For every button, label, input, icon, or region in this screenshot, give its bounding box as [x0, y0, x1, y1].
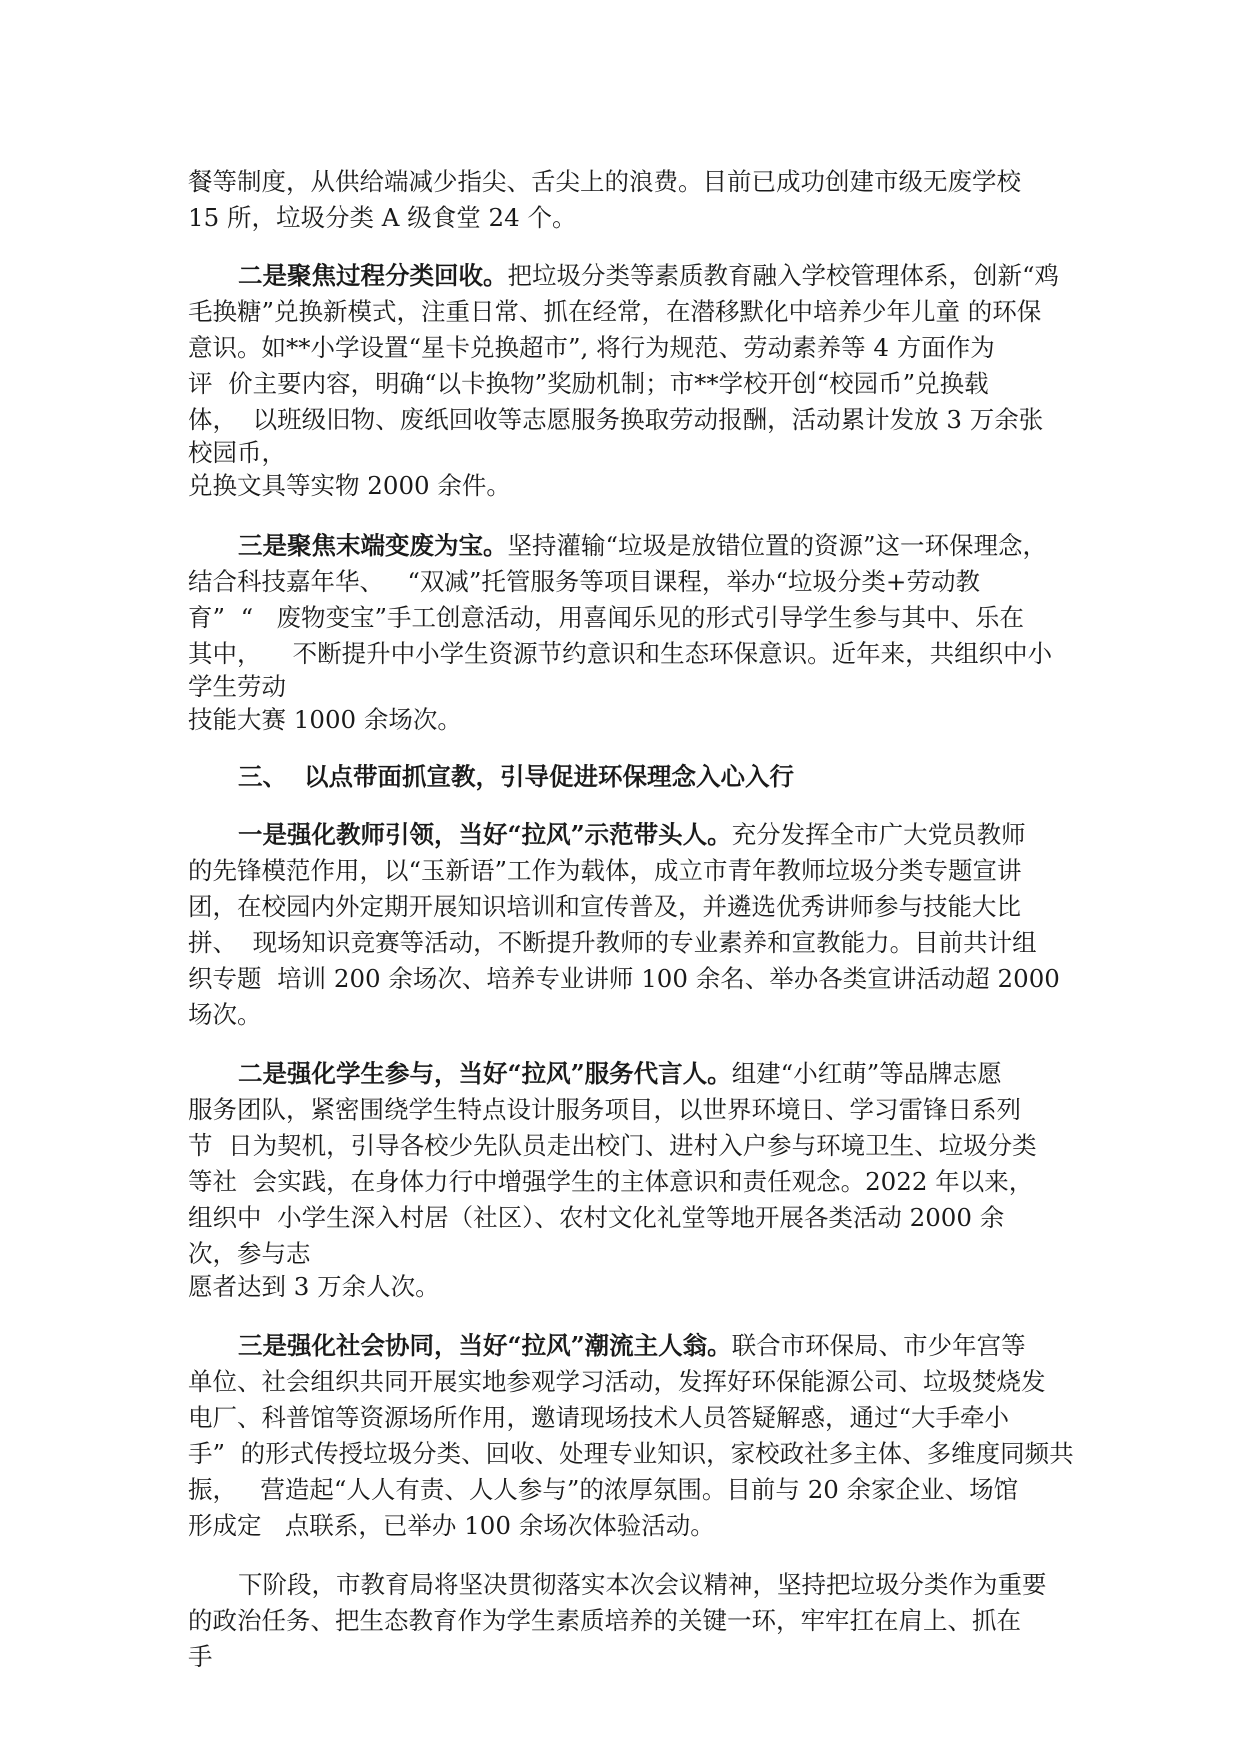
paragraph-line: 评 价主要内容，明确“以卡换物”奖励机制；市**学校开创“校园币”兑换载	[188, 369, 989, 398]
paragraph-line: 振， 营造起“人人有责、人人参与”的浓厚氛围。目前与 20 余家企业、场馆	[188, 1475, 1019, 1504]
paragraph-lead: 一是强化教师引领，当好“拉风”示范带头人。	[238, 820, 732, 849]
paragraph-line: 结合科技嘉年华、 “双减”托管服务等项目课程，举办“垃圾分类+劳动教	[188, 567, 980, 596]
paragraph-lead: 三是强化社会协同，当好“拉风”潮流主人翁。	[238, 1331, 732, 1360]
paragraph-lead: 二是聚焦过程分类回收。	[238, 261, 508, 290]
paragraph-line: 等社 会实践，在身体力行中增强学生的主体意识和责任观念。2022 年以来，	[188, 1167, 1034, 1196]
paragraph-line: 的政治任务、把生态教育作为学生素质培养的关键一环，牢牢扛在肩上、抓在	[188, 1606, 1021, 1635]
paragraph-line: 意识。如**小学设置“星卡兑换超市”, 将行为规范、劳动素养等 4 方面作为	[188, 333, 995, 362]
paragraph-line	[238, 259, 1059, 293]
paragraph-line: 兑换文具等实物 2000 余件。	[188, 471, 511, 500]
paragraph-line: 学生劳动	[188, 672, 286, 701]
paragraph-line: 15 所，垃圾分类 A 级食堂 24 个。	[188, 203, 577, 232]
paragraph-line: 单位、社会组织共同开展实地参观学习活动，发挥好环保能源公司、垃圾焚烧发	[188, 1367, 1046, 1396]
paragraph-line: 育” “ 废物变宝”手工创意活动，用喜闻乐见的形式引导学生参与其中、乐在	[188, 603, 1025, 632]
paragraph-line: 愿者达到 3 万余人次。	[188, 1272, 440, 1301]
paragraph-line	[238, 529, 1047, 563]
paragraph-line: 的先锋模范作用，以“玉新语”工作为载体，成立市青年教师垃圾分类专题宣讲	[188, 856, 1022, 885]
paragraph-line: 技能大赛 1000 余场次。	[188, 705, 462, 734]
paragraph-line: 其中， 不断提升中小学生资源节约意识和生态环保意识。近年来，共组织中小	[188, 639, 1053, 668]
paragraph-line: 团，在校园内外定期开展知识培训和宣传普及，并遴选优秀讲师参与技能大比	[188, 892, 1021, 921]
paragraph-line: 下阶段，市教育局将坚决贯彻落实本次会议精神，坚持把垃圾分类作为重要	[238, 1570, 1047, 1599]
paragraph-lead: 三是聚焦末端变废为宝。	[238, 531, 508, 560]
paragraph-line	[238, 1329, 1026, 1363]
paragraph-text: 把垃圾分类等素质教育融入学校管理体系，创新“鸡	[507, 261, 1060, 290]
paragraph-text: 充分发挥全市广大党员教师	[731, 820, 1026, 849]
paragraph-line: 服务团队，紧密围绕学生特点设计服务项目，以世界环境日、学习雷锋日系列	[188, 1095, 1021, 1124]
paragraph-line: 手	[188, 1642, 213, 1671]
paragraph-line: 电厂、科普馆等资源场所作用，邀请现场技术人员答疑解惑，通过“大手牵小	[188, 1403, 1010, 1432]
paragraph-line: 节 日为契机，引导各校少先队员走出校门、进村入户参与环境卫生、垃圾分类	[188, 1131, 1037, 1160]
paragraph-line: 组织中 小学生深入村居（社区）、农村文化礼堂等地开展各类活动 2000 余	[188, 1203, 1005, 1232]
paragraph-text: 坚持灌输“垃圾是放错位置的资源”这一环保理念，	[507, 531, 1048, 560]
paragraph-lead: 二是强化学生参与，当好“拉风”服务代言人。	[238, 1059, 732, 1088]
paragraph-text: 联合市环保局、市少年宫等	[731, 1331, 1026, 1360]
paragraph-line: 场次。	[188, 1000, 262, 1029]
paragraph-line: 拼、 现场知识竞赛等活动，不断提升教师的专业素养和宣教能力。目前共计组	[188, 928, 1037, 957]
paragraph-line	[238, 1057, 1002, 1091]
paragraph-line: 形成定 点联系，已举办 100 余场次体验活动。	[188, 1511, 715, 1540]
paragraph-line: 织专题 培训 200 余场次、培养专业讲师 100 余名、举办各类宣讲活动超 2000	[188, 964, 1060, 993]
paragraph-line: 次，参与志	[188, 1239, 311, 1268]
section-heading: 三、 以点带面抓宣教，引导促进环保理念入心入行	[238, 762, 795, 791]
paragraph-text: 组建“小红萌”等品牌志愿	[731, 1059, 1002, 1088]
paragraph-line: 校园币，	[188, 438, 286, 467]
paragraph-line: 手” 的形式传授垃圾分类、回收、处理专业知识，家校政社多主体、多维度同频共	[188, 1439, 1074, 1468]
paragraph-line: 体， 以班级旧物、废纸回收等志愿服务换取劳动报酬，活动累计发放 3 万余张	[188, 405, 1044, 434]
paragraph-line	[238, 818, 1026, 852]
paragraph-line: 餐等制度，从供给端减少指尖、舌尖上的浪费。目前已成功创建市级无废学校	[188, 167, 1021, 196]
paragraph-line: 毛换糖”兑换新模式，注重日常、抓在经常，在潜移默化中培养少年儿童 的环保	[188, 297, 1042, 326]
